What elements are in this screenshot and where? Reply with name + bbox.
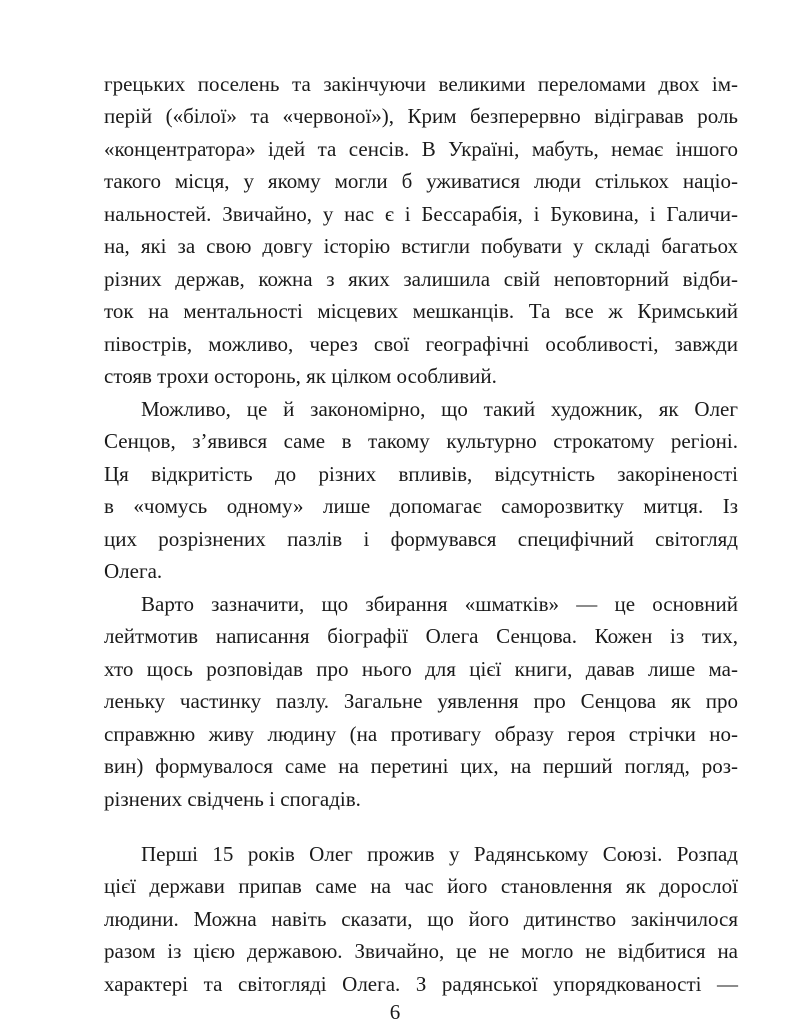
text-line: характері та світогляді Олега. З радянської упорядкованості — [104,972,738,996]
text-line: такого місця, у якому могли б уживатися люди стількох націо- [104,169,738,193]
text-line: цих розрізнених пазлів і формувався специфічний світогляд [104,527,738,551]
text-line: леньку частинку пазлу. Загальне уявлення про Сенцова як про [104,689,738,713]
text-line: на, які за свою довгу історію встигли побувати у складі багатьох [104,234,738,258]
text-line: хто щось розповідав про нього для цієї книги, давав лише ма- [104,657,738,681]
page-number: 6 [389,1000,401,1024]
text-line: грецьких поселень та закінчуючи великими переломами двох ім- [104,72,738,96]
text-line: людини. Можна навіть сказати, що його дитинство закінчилося [104,907,738,931]
text-line: вин) формувалося саме на перетині цих, на перший погляд, роз- [104,754,738,778]
text-line: лейтмотив написання біографії Олега Сенцова. Кожен із тих, [104,624,738,648]
text-line: Олега. [104,559,163,583]
text-line: Сенцов, з’явився саме в такому культурно строкатому регіоні. [104,429,738,453]
text-line: справжню живу людину (на противагу образу героя стрічки но- [104,722,738,746]
text-line: Ця відкритість до різних впливів, відсутність закоріненості [104,462,738,486]
text-line: разом із цією державою. Звичайно, це не могло не відбитися на [104,939,738,963]
text-line: різних держав, кожна з яких залишила свій неповторний відби- [104,267,738,291]
paragraph-first-line: Можливо, це й закономірно, що такий художник, як Олег [141,397,738,421]
text-line: півострів, можливо, через свої географічні особливості, завжди [104,332,738,356]
text-line: ток на ментальності місцевих мешканців. Та все ж Кримський [104,299,738,323]
paragraph-first-line: Перші 15 років Олег прожив у Радянському Союзі. Розпад [141,842,738,866]
text-line: перій («білої» та «червоної»), Крим безперервно відігравав роль [104,104,738,128]
text-line: різнених свідчень і спогадів. [104,787,361,811]
text-line: стояв трохи осторонь, як цілком особливий. [104,364,497,388]
paragraph-first-line: Варто зазначити, що збирання «шматків» — це основний [141,592,738,616]
text-line: нальностей. Звичайно, у нас є і Бессарабія, і Буковина, і Галичи- [104,202,738,226]
text-line: «концентратора» ідей та сенсів. В Україні, мабуть, немає іншого [104,137,738,161]
text-line: в «чомусь одному» лише допомагає саморозвитку митця. Із [104,494,738,518]
text-line: цієї держави припав саме на час його становлення як дорослої [104,874,738,898]
